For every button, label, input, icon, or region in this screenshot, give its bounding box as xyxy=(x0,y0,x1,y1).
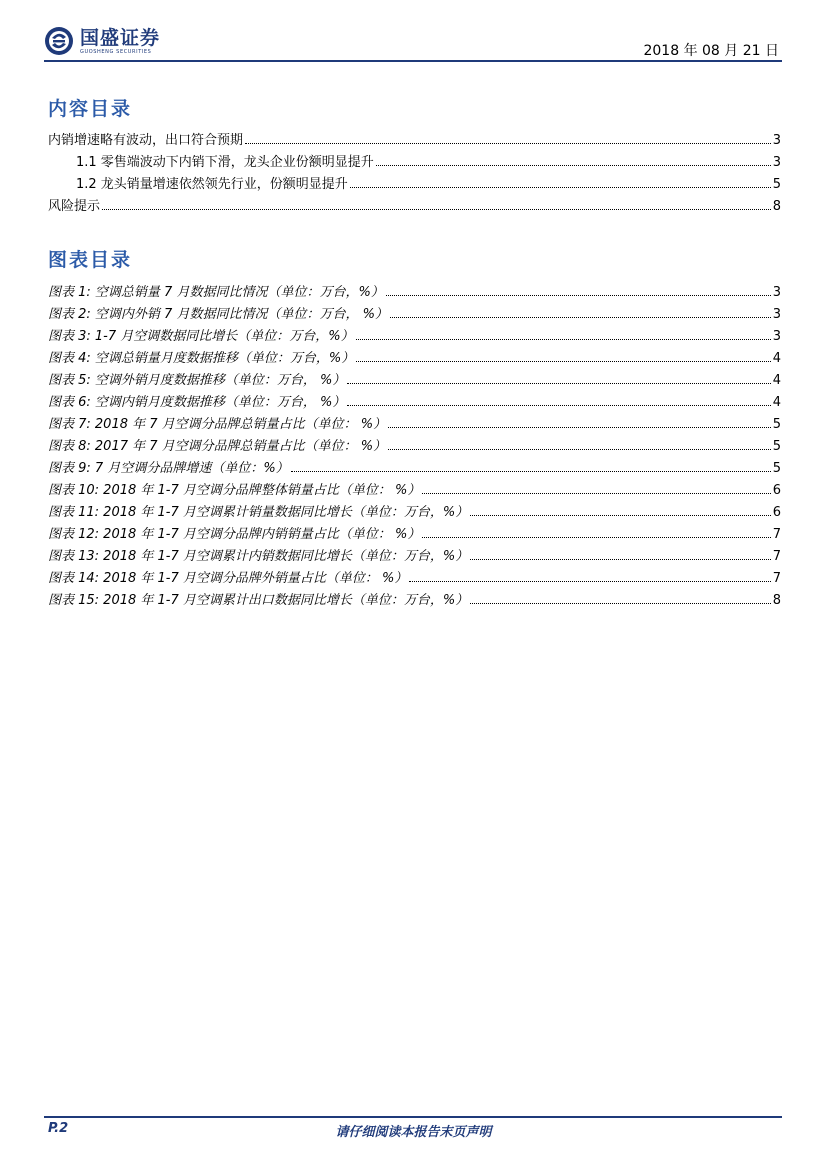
contents-title: 内容目录 xyxy=(48,98,133,120)
toc-entry-label: 1.1 零售端波动下内销下滑，龙头企业份额明显提升 xyxy=(76,151,376,170)
toc-entry-page: 6 xyxy=(772,505,781,520)
toc-entry-page: 5 xyxy=(772,461,781,476)
contents-entry[interactable] xyxy=(48,126,781,148)
toc-entry-label: 1.2 龙头销量增速依然领先行业，份额明显提升 xyxy=(76,173,350,192)
figure-entry[interactable] xyxy=(48,542,781,564)
figure-entry[interactable] xyxy=(48,520,781,542)
footer-divider xyxy=(44,1116,782,1118)
contents-list xyxy=(48,126,781,214)
dot-leader xyxy=(422,492,770,494)
toc-entry-label: 图表 11: 2018 年 1-7 月空调累计销量数据同比增长（单位：万台，%） xyxy=(48,501,470,520)
figure-entry[interactable] xyxy=(48,278,781,300)
toc-entry-label: 图表 5: 空调外销月度数据推移（单位：万台， %） xyxy=(48,369,347,388)
toc-entry-label: 图表 7: 2018 年 7 月空调分品牌总销量占比（单位： %） xyxy=(48,413,388,432)
dot-leader xyxy=(356,360,770,362)
figure-entry[interactable] xyxy=(48,322,781,344)
toc-entry-label: 内销增速略有波动，出口符合预期 xyxy=(48,129,245,148)
toc-entry-label: 图表 14: 2018 年 1-7 月空调分品牌外销量占比（单位： %） xyxy=(48,567,409,586)
dot-leader xyxy=(291,470,771,472)
toc-entry-page: 3 xyxy=(772,133,781,148)
dot-leader xyxy=(347,382,770,384)
toc-entry-label: 图表 3: 1-7 月空调数据同比增长（单位：万台，%） xyxy=(48,325,356,344)
toc-entry-page: 6 xyxy=(772,483,781,498)
toc-entry-page: 3 xyxy=(772,155,781,170)
dot-leader xyxy=(376,164,771,166)
report-date: 2018 年 08 月 21 日 xyxy=(643,43,779,59)
toc-entry-label: 图表 15: 2018 年 1-7 月空调累计出口数据同比增长（单位：万台，%） xyxy=(48,589,470,608)
toc-entry-page: 3 xyxy=(772,285,781,300)
dot-leader xyxy=(347,404,770,406)
toc-entry-label: 图表 4: 空调总销量月度数据推移（单位：万台，%） xyxy=(48,347,356,366)
figure-entry[interactable] xyxy=(48,498,781,520)
dot-leader xyxy=(245,142,771,144)
toc-entry-page: 3 xyxy=(772,307,781,322)
toc-entry-page: 7 xyxy=(772,527,781,542)
toc-entry-label: 图表 8: 2017 年 7 月空调分品牌总销量占比（单位： %） xyxy=(48,435,388,454)
dot-leader xyxy=(350,186,771,188)
dot-leader xyxy=(422,536,770,538)
toc-entry-page: 8 xyxy=(772,199,781,214)
figure-entry[interactable] xyxy=(48,366,781,388)
toc-entry-label: 图表 12: 2018 年 1-7 月空调分品牌内销销量占比（单位： %） xyxy=(48,523,422,542)
dot-leader xyxy=(356,338,771,340)
figures-title: 图表目录 xyxy=(48,249,133,271)
figure-entry[interactable] xyxy=(48,432,781,454)
toc-entry-page: 5 xyxy=(772,439,781,454)
logo-chinese-name: 国盛证券 xyxy=(80,26,161,49)
figure-entry[interactable] xyxy=(48,344,781,366)
dot-leader xyxy=(390,316,771,318)
toc-entry-page: 4 xyxy=(772,395,781,410)
contents-entry[interactable] xyxy=(48,170,781,192)
page-number: P.2 xyxy=(48,1121,69,1136)
guosheng-logo-icon xyxy=(44,26,74,56)
toc-entry-page: 3 xyxy=(772,329,781,344)
toc-entry-page: 4 xyxy=(772,351,781,366)
toc-entry-label: 风险提示 xyxy=(48,195,102,214)
toc-entry-page: 5 xyxy=(772,177,781,192)
toc-entry-label: 图表 10: 2018 年 1-7 月空调分品牌整体销量占比（单位： %） xyxy=(48,479,422,498)
toc-entry-label: 图表 2: 空调内外销 7 月数据同比情况（单位：万台， %） xyxy=(48,303,390,322)
company-logo xyxy=(44,24,160,58)
toc-entry-label: 图表 1: 空调总销量 7 月数据同比情况（单位：万台，%） xyxy=(48,281,386,300)
dot-leader xyxy=(388,448,771,450)
figure-entry[interactable] xyxy=(48,300,781,322)
figure-entry[interactable] xyxy=(48,564,781,586)
dot-leader xyxy=(470,602,770,604)
figure-entry[interactable] xyxy=(48,410,781,432)
dot-leader xyxy=(102,208,771,210)
dot-leader xyxy=(409,580,770,582)
page-header xyxy=(0,0,827,64)
toc-entry-page: 4 xyxy=(772,373,781,388)
dot-leader xyxy=(386,294,771,296)
toc-entry-label: 图表 9: 7 月空调分品牌增速（单位：%） xyxy=(48,457,291,476)
toc-entry-label: 图表 13: 2018 年 1-7 月空调累计内销数据同比增长（单位：万台，%） xyxy=(48,545,470,564)
toc-entry-page: 7 xyxy=(772,549,781,564)
toc-entry-page: 7 xyxy=(772,571,781,586)
dot-leader xyxy=(470,558,770,560)
toc-entry-page: 8 xyxy=(772,593,781,608)
figure-entry[interactable] xyxy=(48,454,781,476)
toc-entry-label: 图表 6: 空调内销月度数据推移（单位：万台， %） xyxy=(48,391,347,410)
contents-entry[interactable] xyxy=(48,192,781,214)
figure-entry[interactable] xyxy=(48,476,781,498)
figure-entry[interactable] xyxy=(48,388,781,410)
disclaimer-note: 请仔细阅读本报告末页声明 xyxy=(335,1125,492,1140)
header-divider xyxy=(44,60,782,62)
contents-entry[interactable] xyxy=(48,148,781,170)
dot-leader xyxy=(388,426,771,428)
logo-english-name: GUOSHENG SECURITIES xyxy=(80,48,152,55)
figures-list xyxy=(48,278,781,608)
dot-leader xyxy=(470,514,770,516)
figure-entry[interactable] xyxy=(48,586,781,608)
toc-entry-page: 5 xyxy=(772,417,781,432)
